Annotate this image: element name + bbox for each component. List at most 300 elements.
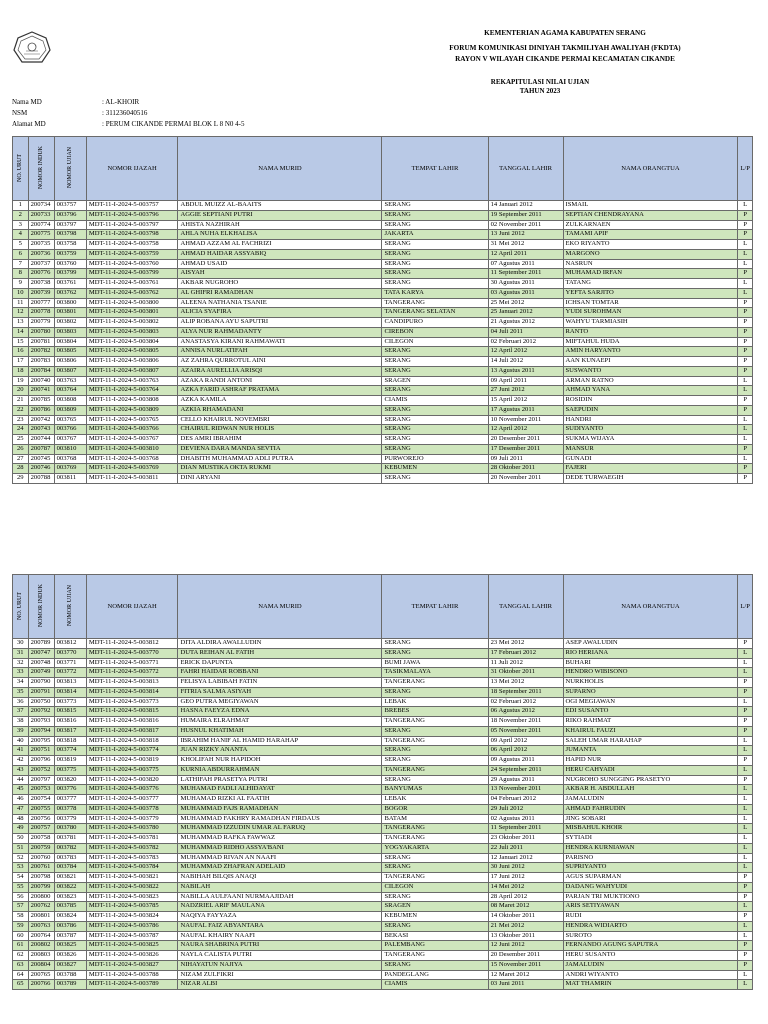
table-cell: SERANG [382, 746, 488, 756]
table-row [13, 697, 753, 707]
table-cell: 003811 [54, 474, 86, 484]
table-cell: 003800 [54, 298, 86, 308]
table-cell: MDT-11-I-2024-5-003796 [86, 210, 178, 220]
table-cell: 02 November 2011 [488, 220, 563, 230]
table-cell: NURKHOLIS [563, 678, 738, 688]
table-cell: ALIP ROBANA AYU SAPUTRI [178, 318, 382, 328]
table-cell: 003810 [54, 444, 86, 454]
table-cell: 200800 [28, 892, 54, 902]
table-cell: MDT-11-I-2024-5-003801 [86, 308, 178, 318]
table-cell: CILEGON [382, 882, 488, 892]
table-cell: 200737 [28, 259, 54, 269]
table-cell: 14 Juli 2012 [488, 357, 563, 367]
table-cell: 09 Agustus 2011 [488, 756, 563, 766]
table-row [13, 347, 753, 357]
table-cell: P [738, 892, 753, 902]
table-cell: ZULKARNAEN [563, 220, 738, 230]
table-cell: 06 April 2012 [488, 746, 563, 756]
table-cell: FITRIA SALMA ASIYAH [178, 687, 382, 697]
table-cell: 34 [13, 678, 29, 688]
table-row [13, 201, 753, 211]
table-cell: 003767 [54, 435, 86, 445]
table-cell: JAKARTA [382, 230, 488, 240]
column-header: NOMOR INDUK [28, 137, 54, 201]
table-cell: L [738, 249, 753, 259]
table-row [13, 318, 753, 328]
table-row [13, 435, 753, 445]
table-cell: SUPARNO [563, 687, 738, 697]
table-cell: 60 [13, 931, 29, 941]
table-cell: 003803 [54, 327, 86, 337]
table-cell: 06 Agustus 2012 [488, 707, 563, 717]
table-cell: MDT-11-I-2024-5-003783 [86, 853, 178, 863]
table-cell: 55 [13, 882, 29, 892]
table-cell: DITA ALDIRA AWALLUDIN [178, 639, 382, 649]
table-cell: SERANG [382, 249, 488, 259]
table-cell: MDT-11-I-2024-5-003822 [86, 882, 178, 892]
table-row [13, 824, 753, 834]
table-cell: 17 [13, 357, 29, 367]
table-cell: AZKIA RHAMADANI [178, 405, 382, 415]
table-cell: NABIHAH BILQIS ANAQI [178, 873, 382, 883]
table-cell: SERANG [382, 892, 488, 902]
table-cell: 200745 [28, 454, 54, 464]
table-cell: DEDE TURWAEGIH [563, 474, 738, 484]
table-cell: MUHAMMAD RIDHO ASSYA'BANI [178, 843, 382, 853]
table-cell: NIZAM ZULFIKRI [178, 970, 382, 980]
table-cell: 36 [13, 697, 29, 707]
table-cell: MDT-11-I-2024-5-003776 [86, 785, 178, 795]
table-row [13, 376, 753, 386]
table-cell: 003798 [54, 230, 86, 240]
table-cell: 09 Juli 2011 [488, 454, 563, 464]
table-cell: LATHIFAH PRASETYA PUTRI [178, 775, 382, 785]
table-cell: 24 September 2011 [488, 765, 563, 775]
table-cell: TANGERANG [382, 298, 488, 308]
table-cell: MDT-11-I-2024-5-003808 [86, 396, 178, 406]
table-cell: SERANG [382, 210, 488, 220]
table-cell: P [738, 717, 753, 727]
table-cell: 200748 [28, 658, 54, 668]
table-cell: 04 Juli 2011 [488, 327, 563, 337]
table-cell: DHABITH MUHAMMAD ADLI PUTRA [178, 454, 382, 464]
table-cell: 003802 [54, 318, 86, 328]
table-row [13, 882, 753, 892]
table-cell: 28 [13, 464, 29, 474]
table-cell: P [738, 405, 753, 415]
table-cell: 200751 [28, 746, 54, 756]
table-cell: MUHAMMAD ZHAFRAN ADELAID [178, 863, 382, 873]
table-cell: AZKA FARID ASHRAF PRATAMA [178, 386, 382, 396]
table-row [13, 269, 753, 279]
table-row [13, 726, 753, 736]
table-cell: NABILAH [178, 882, 382, 892]
table-cell: 65 [13, 980, 29, 990]
table-cell: MARGONO [563, 249, 738, 259]
table-cell: P [738, 337, 753, 347]
table-cell: 003780 [54, 824, 86, 834]
table-cell: 21 Mei 2012 [488, 921, 563, 931]
table-cell: 003763 [54, 376, 86, 386]
table-row [13, 279, 753, 289]
table-cell: MDT-11-I-2024-5-003821 [86, 873, 178, 883]
table-cell: RIKO RAHMAT [563, 717, 738, 727]
table-cell: TANGERANG [382, 873, 488, 883]
table-cell: 200780 [28, 327, 54, 337]
table-cell: DIAN MUSTIKA OKTA RUKMI [178, 464, 382, 474]
org-line-2: FORUM KOMUNIKASI DINIYAH TAKMILIYAH AWALIYAH (FKDTA) [449, 44, 681, 52]
table-cell: PARJAN TRI MUKTIONO [563, 892, 738, 902]
table-cell: L [738, 746, 753, 756]
table-cell: CIAMIS [382, 980, 488, 990]
table-cell: MDT-11-I-2024-5-003820 [86, 775, 178, 785]
table-cell: 13 Oktober 2011 [488, 931, 563, 941]
table-cell: 200755 [28, 804, 54, 814]
table-cell: 18 November 2011 [488, 717, 563, 727]
table-row [13, 902, 753, 912]
table-cell: 20 Desember 2011 [488, 435, 563, 445]
table-cell: 003781 [54, 834, 86, 844]
table-cell: 003757 [54, 201, 86, 211]
table-cell: 003812 [54, 639, 86, 649]
table-cell: BOGOR [382, 804, 488, 814]
table-cell: MDT-11-I-2024-5-003764 [86, 386, 178, 396]
table-cell: L [738, 279, 753, 289]
table-cell: 200733 [28, 210, 54, 220]
table-cell: 03 Agustus 2011 [488, 288, 563, 298]
table-cell: 200762 [28, 902, 54, 912]
table-cell: L [738, 648, 753, 658]
table-cell: L [738, 804, 753, 814]
table-cell: 003789 [54, 980, 86, 990]
table-cell: P [738, 873, 753, 883]
recap-table-2 [12, 574, 753, 990]
table-cell: ALICIA SYAFIRA [178, 308, 382, 318]
table-cell: BANYUMAS [382, 785, 488, 795]
table-cell: MUHAMMAD FAKHRY RAMADHAN FIRDAUS [178, 814, 382, 824]
table-cell: 200764 [28, 931, 54, 941]
table-cell: MDT-11-I-2024-5-003786 [86, 921, 178, 931]
table-cell: JUMANTA [563, 746, 738, 756]
table-cell: 003820 [54, 775, 86, 785]
table-cell: PALEMBANG [382, 941, 488, 951]
table-cell: L [738, 795, 753, 805]
table-row [13, 405, 753, 415]
table-cell: 003784 [54, 863, 86, 873]
table-cell: OGI MEGIAWAN [563, 697, 738, 707]
table-cell: L [738, 785, 753, 795]
table-cell: TANGERANG [382, 824, 488, 834]
table-cell: MDT-11-I-2024-5-003812 [86, 639, 178, 649]
table-cell: 003778 [54, 804, 86, 814]
column-header: NAMA MURID [178, 137, 382, 201]
table-row [13, 873, 753, 883]
table-cell: P [738, 726, 753, 736]
table-cell: AHMAD FAHRUDIN [563, 804, 738, 814]
column-header: NO. URUT [13, 137, 29, 201]
table-cell: 200760 [28, 853, 54, 863]
table-cell: 200740 [28, 376, 54, 386]
table-cell: 26 [13, 444, 29, 454]
table-cell: MUHAMMAD RAFKA FAWWAZ [178, 834, 382, 844]
table-cell: 25 Januari 2012 [488, 308, 563, 318]
table-row [13, 678, 753, 688]
table-cell: TAMAMI APIF [563, 230, 738, 240]
table-cell: 200753 [28, 785, 54, 795]
table-cell: 200744 [28, 435, 54, 445]
table-cell: 18 [13, 366, 29, 376]
table-cell: 200788 [28, 474, 54, 484]
table-cell: MDT-11-I-2024-5-003779 [86, 814, 178, 824]
table-cell: SERANG [382, 775, 488, 785]
table-cell: 23 Oktober 2011 [488, 834, 563, 844]
table-cell: 11 Juli 2012 [488, 658, 563, 668]
table-cell: NAUFAL FAIZ ABYANTARA [178, 921, 382, 931]
table-cell: 46 [13, 795, 29, 805]
table-cell: TANGERANG [382, 736, 488, 746]
table-cell: 31 [13, 648, 29, 658]
table-cell: 003805 [54, 347, 86, 357]
table-cell: 09 April 2012 [488, 736, 563, 746]
table-cell: MDT-11-I-2024-5-003780 [86, 824, 178, 834]
table-cell: 14 Oktober 2011 [488, 912, 563, 922]
table-row [13, 687, 753, 697]
table-cell: L [738, 814, 753, 824]
table-cell: 9 [13, 279, 29, 289]
table-cell: 200794 [28, 726, 54, 736]
table-cell: SERANG [382, 474, 488, 484]
table-cell: L [738, 902, 753, 912]
table-cell: 30 Juni 2012 [488, 863, 563, 873]
table-cell: L [738, 824, 753, 834]
table-cell: ISMAIL [563, 201, 738, 211]
table-cell: MDT-11-I-2024-5-003761 [86, 279, 178, 289]
table-cell: MDT-11-I-2024-5-003788 [86, 970, 178, 980]
table-row [13, 308, 753, 318]
table-cell: MDT-11-I-2024-5-003769 [86, 464, 178, 474]
table-cell: L [738, 658, 753, 668]
table-cell: P [738, 912, 753, 922]
table-cell: 200752 [28, 765, 54, 775]
table-cell: SUPRIYANTO [563, 863, 738, 873]
table-cell: 62 [13, 951, 29, 961]
table-cell: 31 Oktober 2011 [488, 668, 563, 678]
table-cell: 44 [13, 775, 29, 785]
table-cell: AGGIE SEPTIANI PUTRI [178, 210, 382, 220]
table-cell: AZAKA RANDI ANTONI [178, 376, 382, 386]
table-cell: 4 [13, 230, 29, 240]
table-row [13, 765, 753, 775]
table-cell: SERANG [382, 357, 488, 367]
table-cell: 200741 [28, 386, 54, 396]
table-cell: TANGERANG [382, 678, 488, 688]
table-cell: 63 [13, 960, 29, 970]
table-cell: 003761 [54, 279, 86, 289]
table-cell: 35 [13, 687, 29, 697]
table-cell: 200757 [28, 824, 54, 834]
table-cell: L [738, 697, 753, 707]
table-cell: 200783 [28, 357, 54, 367]
table-cell: P [738, 298, 753, 308]
table-row [13, 980, 753, 990]
table-row [13, 795, 753, 805]
table-cell: PARISNO [563, 853, 738, 863]
table-cell: EDI SUSANTO [563, 707, 738, 717]
table-cell: PANDEGLANG [382, 970, 488, 980]
table-cell: LEBAK [382, 795, 488, 805]
table-cell: 53 [13, 863, 29, 873]
table-cell: MAT THAMRIN [563, 980, 738, 990]
table-cell: SERANG [382, 259, 488, 269]
table-cell: MDT-11-I-2024-5-003777 [86, 795, 178, 805]
table-cell: 200747 [28, 648, 54, 658]
table-cell: P [738, 941, 753, 951]
table-cell: 003775 [54, 765, 86, 775]
table-cell: 200758 [28, 834, 54, 844]
table-cell: 04 Februari 2012 [488, 795, 563, 805]
table-cell: SERANG [382, 863, 488, 873]
table-cell: 200774 [28, 220, 54, 230]
table-cell: HUMAIRA ELRAHMAT [178, 717, 382, 727]
table-cell: 07 Agustus 2011 [488, 259, 563, 269]
table-row [13, 288, 753, 298]
table-cell: SERANG [382, 726, 488, 736]
table-cell: MDT-11-I-2024-5-003772 [86, 668, 178, 678]
table-cell: P [738, 396, 753, 406]
table-cell: P [738, 230, 753, 240]
table-cell: MDT-11-I-2024-5-003799 [86, 269, 178, 279]
table-cell: 003807 [54, 366, 86, 376]
table-cell: ANASTASYA KIRANI RAHMAWATI [178, 337, 382, 347]
table-cell: MDT-11-I-2024-5-003807 [86, 366, 178, 376]
table-cell: 8 [13, 269, 29, 279]
table-row [13, 249, 753, 259]
table-cell: 003766 [54, 425, 86, 435]
table-cell: MDT-11-I-2024-5-003758 [86, 240, 178, 250]
table-cell: TATA KARYA [382, 288, 488, 298]
table-cell: 003785 [54, 902, 86, 912]
table-cell: LEBAK [382, 697, 488, 707]
table-cell: ARMAN RATNO [563, 376, 738, 386]
table-cell: AMIN HARYANTO [563, 347, 738, 357]
table-cell: IBRAHIM HANIF AL HAMID HARAHAP [178, 736, 382, 746]
table-cell: 200775 [28, 230, 54, 240]
table-cell: 003764 [54, 386, 86, 396]
table-cell: 27 [13, 454, 29, 464]
table-cell: 200787 [28, 444, 54, 454]
table-cell: MDT-11-I-2024-5-003800 [86, 298, 178, 308]
table-cell: 2 [13, 210, 29, 220]
column-header: NOMOR UJIAN [54, 575, 86, 639]
table-cell: L [738, 921, 753, 931]
table-cell: SERANG [382, 405, 488, 415]
table-cell: AHISTA NAZHIRAH [178, 220, 382, 230]
table-cell: TANGERANG [382, 765, 488, 775]
table-cell: MDT-11-I-2024-5-003819 [86, 756, 178, 766]
table-cell: PURWOREJO [382, 454, 488, 464]
table-cell: P [738, 366, 753, 376]
table-cell: KHAIRUL FAUZI [563, 726, 738, 736]
table-row [13, 639, 753, 649]
table-cell: 200754 [28, 795, 54, 805]
table-cell: L [738, 931, 753, 941]
table-cell: 30 [13, 639, 29, 649]
table-cell: P [738, 960, 753, 970]
table-cell: L [738, 415, 753, 425]
table-cell: MDT-11-I-2024-5-003775 [86, 765, 178, 775]
table-cell: 003783 [54, 853, 86, 863]
table-cell: 200792 [28, 707, 54, 717]
column-header: TANGGAL LAHIR [488, 137, 563, 201]
table-cell: 24 [13, 425, 29, 435]
table-row [13, 327, 753, 337]
table-cell: MDT-11-I-2024-5-003803 [86, 327, 178, 337]
table-cell: 003788 [54, 970, 86, 980]
table-row [13, 717, 753, 727]
table-cell: P [738, 707, 753, 717]
column-header: NOMOR UJIAN [54, 137, 86, 201]
table-cell: 200765 [28, 970, 54, 980]
table-cell: L [738, 288, 753, 298]
table-cell: 13 Juni 2012 [488, 230, 563, 240]
table-cell: L [738, 863, 753, 873]
table-cell: 003782 [54, 843, 86, 853]
table-cell: P [738, 347, 753, 357]
table-cell: SERANG [382, 756, 488, 766]
table-cell: 200756 [28, 814, 54, 824]
table-cell: 13 Mei 2012 [488, 678, 563, 688]
table-cell: SERANG [382, 415, 488, 425]
table-row [13, 785, 753, 795]
table-cell: 25 Mei 2012 [488, 298, 563, 308]
table-cell: JUAN RIZKY ANANTA [178, 746, 382, 756]
table-cell: 200802 [28, 941, 54, 951]
table-cell: 200782 [28, 347, 54, 357]
table-cell: 200795 [28, 736, 54, 746]
table-cell: 61 [13, 941, 29, 951]
table-cell: MDT-11-I-2024-5-003785 [86, 902, 178, 912]
table-cell: 38 [13, 717, 29, 727]
table-cell: 31 Mei 2012 [488, 240, 563, 250]
table-cell: 12 Maret 2012 [488, 970, 563, 980]
table-cell: 14 Januari 2012 [488, 201, 563, 211]
table-cell: AZ ZAHRA QURROTUL AINI [178, 357, 382, 367]
table-cell: NUGROHO SUNGGING PRASETYO [563, 775, 738, 785]
table-cell: 003819 [54, 756, 86, 766]
table-cell: 200781 [28, 337, 54, 347]
table-cell: 12 Januari 2012 [488, 853, 563, 863]
table-row [13, 230, 753, 240]
table-cell: MDT-11-I-2024-5-003773 [86, 697, 178, 707]
table-cell: SERANG [382, 240, 488, 250]
column-header: L/P [738, 575, 753, 639]
table-cell: BEKASI [382, 931, 488, 941]
table-cell: MDT-11-I-2024-5-003765 [86, 415, 178, 425]
table-cell: 10 November 2011 [488, 415, 563, 425]
table-cell: AKBAR NUGROHO [178, 279, 382, 289]
table-cell: 200803 [28, 951, 54, 961]
table-cell: 52 [13, 853, 29, 863]
table-cell: JING SOBARI [563, 814, 738, 824]
table-cell: L [738, 843, 753, 853]
table-cell: 17 Desember 2011 [488, 444, 563, 454]
table-row [13, 843, 753, 853]
table-cell: KHOLIFAH NUR HAPIDOH [178, 756, 382, 766]
table-cell: 200763 [28, 921, 54, 931]
table-cell: 003801 [54, 308, 86, 318]
table-row [13, 464, 753, 474]
table-cell: 17 Februari 2012 [488, 648, 563, 658]
